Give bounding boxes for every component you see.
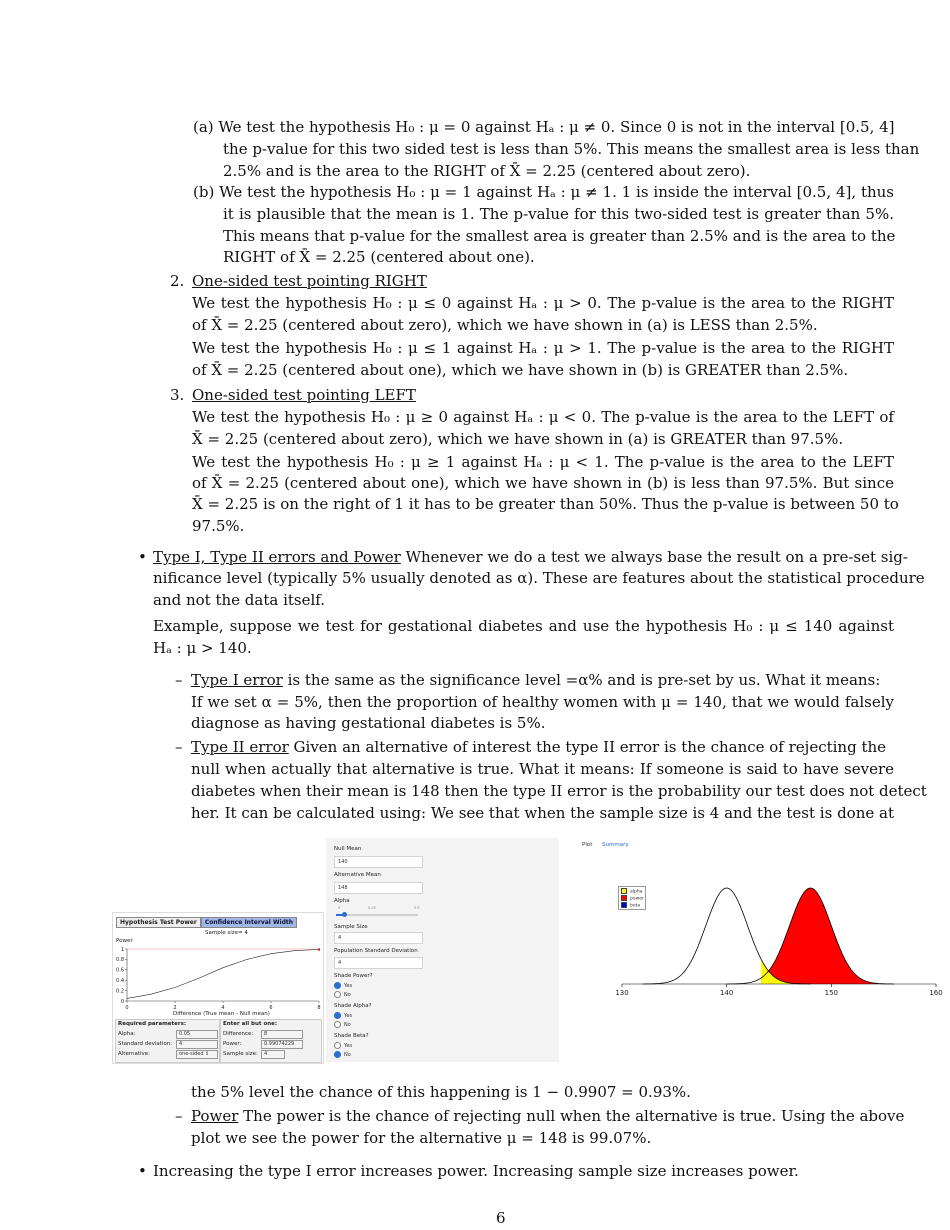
dash-3: – <box>175 1107 183 1125</box>
dash-2: – <box>175 738 183 756</box>
alternative-label: Alternative: <box>118 1051 151 1057</box>
enter-all-but-one-box <box>220 1019 322 1063</box>
item-3-number: 3. <box>170 386 185 404</box>
x-tick-label: 8 <box>317 1005 321 1011</box>
type2-line-4: her. It can be calculated using: We see that when the sample size is 4 and the test is done at <box>191 804 894 822</box>
alpha-slider-min: 0 <box>338 906 341 910</box>
example-line-2: Hₐ : μ > 140. <box>153 639 252 657</box>
x-tick-label: 0 <box>125 1005 129 1011</box>
item-2-heading: One-sided test pointing RIGHT <box>192 272 427 290</box>
item-a-line-3: 2.5% and is the area to the RIGHT of X̄ = 2.25 (centered about zero). <box>223 162 751 180</box>
item-3-line-2: X̄ = 2.25 (centered about zero), which we have shown in (a) is GREATER than 97.5%. <box>192 430 844 448</box>
type1-line-1 <box>191 669 894 691</box>
distribution-plot-panel <box>570 838 950 1008</box>
example-line-1: Example, suppose we test for gestational diabetes and use the hypothesis H₀ : μ ≤ 140 against <box>153 617 894 635</box>
bullet-1-line-3: and not the data itself. <box>153 591 326 609</box>
item-3-line-4: of X̄ = 2.25 (centered about one), which we have shown in (b) is less than 97.5%. But since <box>192 474 894 492</box>
shade-beta-no[interactable]: No <box>334 1051 351 1058</box>
pop-sd-label: Population Standard Deviation <box>334 948 418 954</box>
required-parameters-box <box>115 1019 220 1063</box>
type1-title: Type I error <box>191 671 283 689</box>
type2-text: Given an alternative of interest the type II error is the chance of rejecting the <box>288 738 887 756</box>
shade-alpha-yes[interactable]: Yes <box>334 1012 352 1019</box>
sample-size-label: Sample size: <box>223 1051 258 1057</box>
tab-summary[interactable]: Summary <box>602 842 629 848</box>
enter-all-title: Enter all but one: <box>223 1021 278 1027</box>
x-tick-label: 6 <box>269 1005 273 1011</box>
power-curve-ylabel: Power <box>116 938 133 944</box>
power-label: Power: <box>223 1041 242 1047</box>
power-curve-line <box>127 950 319 999</box>
difference-input[interactable]: 8 <box>261 1030 303 1039</box>
power-curve-yticks <box>116 947 127 1005</box>
tab-confidence-interval-width[interactable]: Confidence Interval Width <box>201 917 297 928</box>
power-line-2: plot we see the power for the alternative μ = 148 is 99.07%. <box>191 1129 652 1147</box>
bullet-2: • <box>138 1162 147 1180</box>
distribution-chart <box>570 838 950 1008</box>
sample-size-input-2[interactable]: 4 <box>334 932 423 944</box>
power-text: The power is the chance of rejecting null when the alternative is true. Using the above <box>238 1107 905 1125</box>
alpha-slider-value: 0.05 <box>368 906 376 910</box>
shade-power-yes[interactable]: Yes <box>334 982 352 989</box>
alpha-slider-track[interactable] <box>336 914 418 916</box>
sample-size-input[interactable]: 4 <box>261 1050 285 1059</box>
power-curve-chart <box>113 943 323 1018</box>
type2-title: Type II error <box>191 738 289 756</box>
bullet-2-text: Increasing the type I error increases power. Increasing sample size increases power. <box>153 1162 799 1180</box>
sd-label: Standard deviation: <box>118 1041 173 1047</box>
power-curve-endpoint <box>318 948 320 950</box>
bullet-1-title: Type I, Type II errors and Power <box>153 548 401 566</box>
item-a-line-1: (a) We test the hypothesis H₀ : μ = 0 against Hₐ : μ ≠ 0. Since 0 is not in the interval [0.5, 4] <box>193 118 895 136</box>
x-tick-label: 2 <box>173 1005 177 1011</box>
item-2-line-3: We test the hypothesis H₀ : μ ≤ 1 against Hₐ : μ > 1. The p-value is the area to the RIGHT <box>192 339 894 357</box>
applet-tabs <box>116 917 297 928</box>
power-curve-subtitle: Sample size= 4 <box>205 930 248 936</box>
type1-line-2: If we set α = 5%, then the proportion of healthy women with μ = 140, that we would falsely <box>191 693 894 711</box>
item-3-line-1: We test the hypothesis H₀ : μ ≥ 0 against Hₐ : μ < 0. The p-value is the area to the LEFT of <box>192 408 894 426</box>
power-line-1 <box>191 1105 905 1127</box>
power-curve-xticks <box>125 1001 320 1011</box>
power-title: Power <box>191 1107 239 1125</box>
bullet-1-text: Whenever we do a test we always base the result on a pre-set sig- <box>400 548 908 566</box>
item-3-line-6: 97.5%. <box>192 517 245 535</box>
alpha-input[interactable]: 0.05 <box>176 1030 218 1039</box>
null-mean-input[interactable]: 140 <box>334 856 423 868</box>
dist-tick-label: 150 <box>824 989 839 997</box>
type2-line-3: diabetes when their mean is 148 then the type II error is the probability our test does not detect <box>191 782 927 800</box>
item-3-line-3: We test the hypothesis H₀ : μ ≥ 1 against Hₐ : μ < 1. The p-value is the area to the LEFT <box>192 453 894 471</box>
item-b-line-4: RIGHT of X̄ = 2.25 (centered about one). <box>223 248 535 266</box>
alt-mean-input[interactable]: 148 <box>334 882 423 894</box>
sd-input[interactable]: 4 <box>176 1040 218 1049</box>
y-tick-label: 0.2 <box>116 988 124 995</box>
difference-label: Difference: <box>223 1031 254 1037</box>
alpha-slider-handle[interactable] <box>342 912 347 917</box>
dist-tick-label: 130 <box>615 989 629 997</box>
item-3-heading: One-sided test pointing LEFT <box>192 386 416 404</box>
item-a-line-2: the p-value for this two sided test is less than 5%. This means the smallest area is less than <box>223 140 920 158</box>
type2-line-1 <box>191 736 894 758</box>
shade-alpha-no[interactable]: No <box>334 1021 351 1028</box>
alpha-slider-label: Alpha <box>334 898 350 904</box>
power-input[interactable]: 0.99074229 <box>261 1040 303 1049</box>
bullet-1-line-2: nificance level (typically 5% usually denoted as α). These are features about the statistical procedure <box>153 569 925 587</box>
item-3-line-5: X̄ = 2.25 is on the right of 1 it has to be greater than 50%. Thus the p-value is between 50 to <box>192 495 899 513</box>
x-tick-label: 4 <box>221 1005 225 1011</box>
input-panel <box>326 838 559 1062</box>
shade-beta-yes[interactable]: Yes <box>334 1042 352 1049</box>
type1-line-3: diagnose as having gestational diabetes is 5%. <box>191 714 546 732</box>
page-number: 6 <box>496 1209 506 1227</box>
item-2-line-1: We test the hypothesis H₀ : μ ≤ 0 against Hₐ : μ > 0. The p-value is the area to the RIGHT <box>192 294 894 312</box>
item-b-line-2: it is plausible that the mean is 1. The p-value for this two-sided test is greater than 5%. <box>223 205 894 223</box>
legend-beta: beta <box>621 902 640 909</box>
bullet-1-line-1 <box>153 546 908 568</box>
dash-1: – <box>175 671 183 689</box>
item-b-line-3: This means that p-value for the smallest area is greater than 2.5% and is the area to the <box>223 227 896 245</box>
item-2-line-4: of X̄ = 2.25 (centered about one), which we have shown in (b) is GREATER than 2.5%. <box>192 361 849 379</box>
tab-plot[interactable]: Plot <box>582 842 593 848</box>
item-2-number: 2. <box>170 272 185 290</box>
power-area <box>761 888 894 984</box>
tab-hypothesis-test-power[interactable]: Hypothesis Test Power <box>116 917 201 928</box>
dist-tick-label: 160 <box>929 989 943 997</box>
y-tick-label: 0.8 <box>116 957 124 964</box>
dist-tick-label: 140 <box>719 989 734 997</box>
bullet-1: • <box>138 548 147 566</box>
shade-power-no[interactable]: No <box>334 991 351 998</box>
y-tick-label: 0.6 <box>116 967 124 974</box>
null-mean-label: Null Mean <box>334 846 362 852</box>
power-curve-xlabel: Difference (True mean - Null mean) <box>173 1011 270 1017</box>
alpha-label: Alpha: <box>118 1031 136 1037</box>
alt-mean-label: Alternative Mean <box>334 872 381 878</box>
type1-text: is the same as the significance level =α% and is pre-set by us. What it means: <box>282 671 881 689</box>
distribution-x-ticks <box>615 984 942 997</box>
power-curve-applet <box>112 912 324 1064</box>
item-b-line-1: (b) We test the hypothesis H₀ : μ = 1 against Hₐ : μ ≠ 1. 1 is inside the interval [0.5, 4], thus <box>193 183 894 201</box>
type2-line-5: the 5% level the chance of this happening is 1 − 0.9907 = 0.93%. <box>191 1083 691 1101</box>
y-tick-label: 0 <box>120 998 124 1005</box>
required-parameters-title: Required parameters: <box>118 1021 187 1027</box>
item-2-line-2: of X̄ = 2.25 (centered about zero), which we have shown in (a) is LESS than 2.5%. <box>192 316 818 334</box>
type2-line-2: null when actually that alternative is true. What it means: If someone is said to have severe <box>191 760 894 778</box>
shade-alpha-label: Shade Alpha? <box>334 1003 372 1009</box>
y-tick-label: 1 <box>120 946 124 953</box>
y-tick-label: 0.4 <box>116 978 124 984</box>
legend-alpha: alpha <box>621 888 642 895</box>
shade-beta-label: Shade Beta? <box>334 1033 369 1039</box>
sample-size-label-2: Sample Size <box>334 924 368 930</box>
shade-power-label: Shade Power? <box>334 973 373 979</box>
pop-sd-input[interactable]: 4 <box>334 957 423 969</box>
alternative-select[interactable]: one-sided ⇕ <box>176 1050 218 1059</box>
alpha-slider-max: 0.5 <box>414 906 420 910</box>
legend-power: power <box>621 895 644 902</box>
